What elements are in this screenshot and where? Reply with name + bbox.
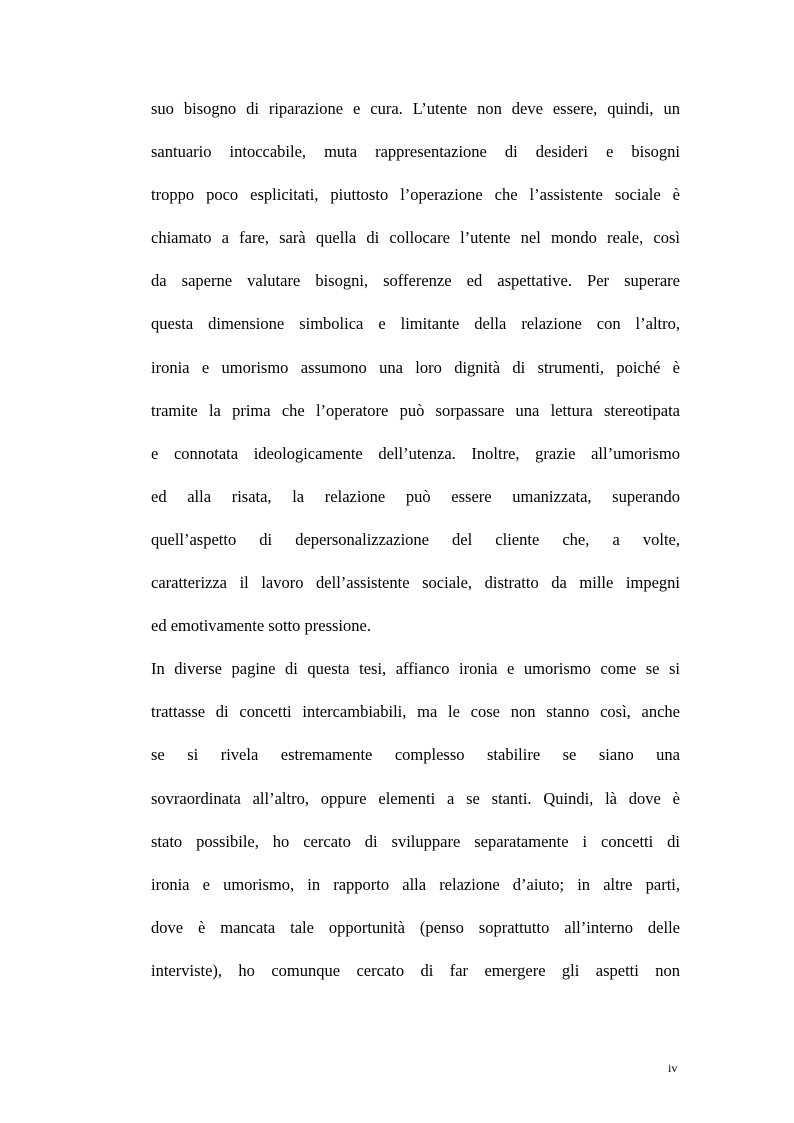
text-line: interviste), ho comunque cercato di far emergere gli aspetti non bbox=[151, 960, 680, 980]
text-line: tramite la prima che l’operatore può sorpassare una lettura stereotipata bbox=[151, 400, 680, 420]
page-number: iv bbox=[668, 1061, 678, 1075]
text-line: In diverse pagine di questa tesi, affianco ironia e umorismo come se si bbox=[151, 659, 680, 679]
text-line: se si rivela estremamente complesso stabilire se siano una bbox=[151, 745, 680, 765]
text-line: santuario intoccabile, muta rappresentazione di desideri e bisogni bbox=[151, 142, 680, 162]
text-line: sovraordinata all’altro, oppure elementi a se stanti. Quindi, là dove è bbox=[151, 788, 680, 808]
text-line: ironia e umorismo, in rapporto alla relazione d’aiuto; in altre parti, bbox=[151, 874, 680, 894]
text-line: caratterizza il lavoro dell’assistente sociale, distratto da mille impegni bbox=[151, 573, 680, 593]
text-line: ed alla risata, la relazione può essere umanizzata, superando bbox=[151, 486, 680, 506]
text-line: stato possibile, ho cercato di sviluppare separatamente i concetti di bbox=[151, 831, 680, 851]
text-line: da saperne valutare bisogni, sofferenze ed aspettative. Per superare bbox=[151, 271, 680, 291]
text-line: chiamato a fare, sarà quella di collocare l’utente nel mondo reale, così bbox=[151, 228, 680, 248]
paragraph-last-line: ed emotivamente sotto pressione. bbox=[151, 616, 371, 636]
text-line: dove è mancata tale opportunità (penso soprattutto all’interno delle bbox=[151, 917, 680, 937]
text-line: ironia e umorismo assumono una loro dignità di strumenti, poiché è bbox=[151, 357, 680, 377]
text-line: quell’aspetto di depersonalizzazione del cliente che, a volte, bbox=[151, 529, 680, 549]
text-line: trattasse di concetti intercambiabili, ma le cose non stanno così, anche bbox=[151, 702, 680, 722]
body-text bbox=[151, 87, 680, 992]
text-line: questa dimensione simbolica e limitante della relazione con l’altro, bbox=[151, 314, 680, 334]
text-line: suo bisogno di riparazione e cura. L’utente non deve essere, quindi, un bbox=[151, 99, 680, 118]
text-line: e connotata ideologicamente dell’utenza. Inoltre, grazie all’umorismo bbox=[151, 443, 680, 463]
text-line: troppo poco esplicitati, piuttosto l’operazione che l’assistente sociale è bbox=[151, 185, 680, 205]
